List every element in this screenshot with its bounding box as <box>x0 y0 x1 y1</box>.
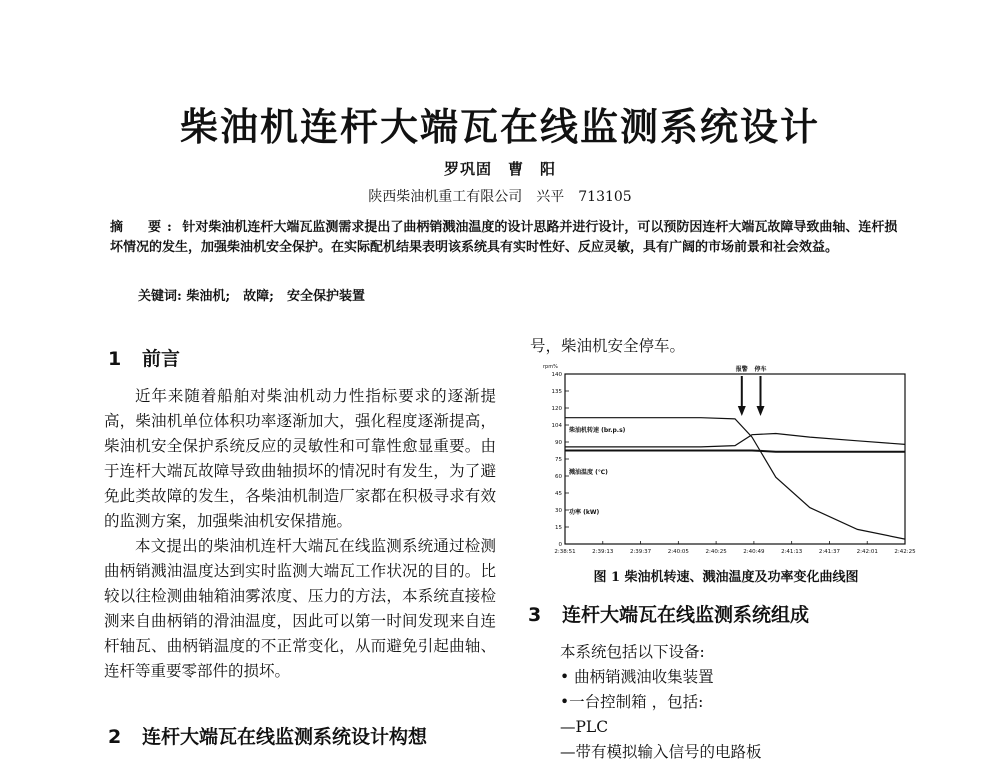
keywords <box>138 285 365 304</box>
paragraph-1: 近年来随着船舶对柴油机动力性指标要求的逐渐提高，柴油机单位体积功率逐渐加大，强化程度逐渐提高，柴油机安全保护系统反应的灵敏性和可靠性愈显重要。由于连杆大端瓦故障导致曲轴损坏的情况时有发生，为了避免此类故障的发生，各柴油机制造厂家都在积极寻求有效的监测方案，加强柴油机安保措施。 <box>104 387 496 530</box>
section-3-title: 连杆大端瓦在线监测系统组成 <box>562 604 810 626</box>
section-3-list <box>560 640 762 765</box>
section-3-item: •一台控制箱 ，包括: <box>560 693 704 711</box>
chart-x-tick-label: 2:40:25 <box>705 549 727 555</box>
chart-series-label: 柴油机转速 (br.p.s) <box>569 427 626 434</box>
chart-y-tick-label: 120 <box>551 406 562 412</box>
chart-x-tick-label: 2:41:37 <box>818 549 841 555</box>
paper-authors: 罗巩固 曹 阳 <box>443 160 556 178</box>
chart-y-tick-label: 75 <box>555 457 562 463</box>
chart-x-tick-label: 2:40:49 <box>743 549 765 555</box>
section-3-item: • 曲柄销溅油收集装置 <box>560 668 714 686</box>
paragraph-2: 本文提出的柴油机连杆大端瓦在线监测系统通过检测曲柄销溅油温度达到实时监测大端瓦工作状况的目的。比较以往检测曲轴箱油雾浓度、压力的方法，本系统直接检测来自曲柄销的滑油温度，因此可以第一时间发现来自连杆轴瓦、曲柄销温度的不正常变化，从而避免引起曲轴、连杆等重要零部件的损坏。 <box>104 537 496 680</box>
chart-series-line <box>565 451 905 452</box>
section-3-item: —带有模拟输入信号的电路板 <box>560 743 762 761</box>
paper-affiliation: 陕西柴油机重工有限公司 兴平 713105 <box>368 189 632 205</box>
figure-1-caption: 图 1 柴油机转速、溅油温度及功率变化曲线图 <box>593 570 859 585</box>
chart-series-line <box>565 434 905 447</box>
chart-y-tick-label: 140 <box>551 372 562 378</box>
chart-annotation-label: 停车 <box>754 366 767 373</box>
section-2-heading <box>108 722 427 749</box>
chart-annotation-label: 报警 <box>735 366 748 373</box>
chart-y-tick-label: 15 <box>555 525 562 531</box>
figure-1-chart <box>541 360 916 560</box>
chart-series-line <box>565 418 905 539</box>
chart-x-tick-label: 2:39:37 <box>629 549 652 555</box>
chart-y-tick-label: 30 <box>555 508 562 514</box>
chart-y-tick-label: 90 <box>555 440 562 446</box>
chart-y-tick-label: 0 <box>558 542 562 548</box>
right-column-top-text: 号，柴油机安全停车。 <box>530 337 686 355</box>
section-2-number: 2 <box>108 726 122 748</box>
section-1-number: 1 <box>108 348 122 370</box>
keywords-text: 柴油机; 故障; 安全保护装置 <box>186 289 365 304</box>
chart-x-tick-label: 2:39:13 <box>592 549 614 555</box>
chart-frame <box>565 374 905 544</box>
section-2-title: 连杆大端瓦在线监测系统设计构想 <box>142 726 428 748</box>
abstract-label: 摘 要: <box>110 220 178 235</box>
abstract <box>110 218 910 258</box>
section-3-item: —PLC <box>560 718 609 736</box>
chart-y-tick-label: 60 <box>555 474 562 480</box>
chart-annotation-arrowhead <box>757 406 765 416</box>
section-3-heading <box>528 600 809 627</box>
section-3-number: 3 <box>528 604 542 626</box>
chart-series-label: 溅油温度 (℃) <box>569 469 608 476</box>
chart-x-tick-label: 2:40:05 <box>667 549 689 555</box>
section-1-heading <box>108 344 180 371</box>
section-3-intro: 本系统包括以下设备: <box>560 643 705 661</box>
chart-x-tick-label: 2:38:51 <box>554 549 576 555</box>
chart-x-tick-label: 2:42:25 <box>894 549 916 555</box>
chart-canvas <box>541 360 916 560</box>
chart-annotation-arrowhead <box>738 406 746 416</box>
left-column-body <box>104 384 496 684</box>
chart-y-tick-label: 104 <box>551 423 562 429</box>
chart-y-tick-label: 45 <box>555 491 562 497</box>
paper-title: 柴油机连杆大端瓦在线监测系统设计 <box>179 105 820 149</box>
chart-series-label: 功率 (kW) <box>569 509 600 516</box>
chart-y-tick-label: 135 <box>551 389 562 395</box>
chart-y-unit-label: rpm% <box>543 364 558 370</box>
keywords-label: 关键词: <box>138 289 182 304</box>
section-1-title: 前言 <box>142 348 181 370</box>
chart-x-tick-label: 2:42:01 <box>856 549 878 555</box>
chart-x-tick-label: 2:41:13 <box>781 549 803 555</box>
abstract-text: 针对柴油机连杆大端瓦监测需求提出了曲柄销溅油温度的设计思路并进行设计，可以预防因连杆大端瓦故障导致曲轴、连杆损坏情况的发生，加强柴油机安全保护。在实际配机结果表明该系统具有实时性好、反应灵敏，具有广阔的市场前景和社会效益。 <box>110 220 898 255</box>
